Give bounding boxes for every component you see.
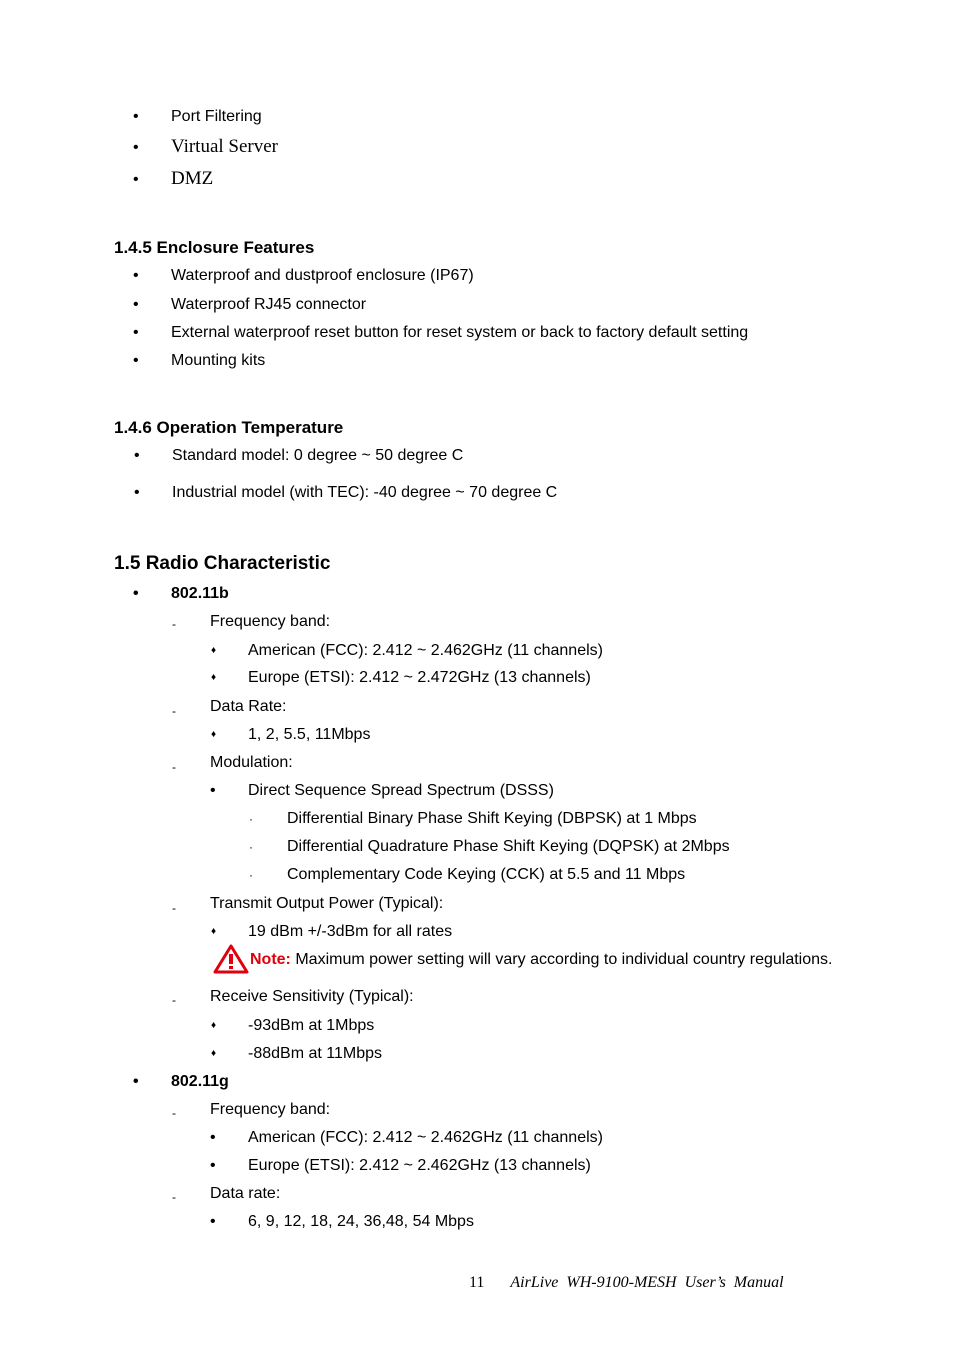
list-item: Transmit Output Power (Typical): [210, 895, 444, 912]
bullet-icon: • [133, 324, 139, 341]
list-item: Standard model: 0 degree ~ 50 degree C [172, 447, 464, 464]
square-bullet-icon: · [249, 840, 253, 854]
section-heading: 1.5 Radio Characteristic [114, 553, 331, 574]
dash-icon: - [172, 1190, 176, 1204]
bullet-icon: • [210, 1157, 216, 1174]
note [250, 950, 832, 970]
list-item: Industrial model (with TEC): -40 degree ~ 70 degree C [172, 484, 558, 501]
page-footer [469, 1273, 784, 1293]
list-item: Europe (ETSI): 2.412 ~ 2.472GHz (13 channels) [248, 669, 591, 686]
list-item: Differential Binary Phase Shift Keying (DBPSK) at 1 Mbps [287, 810, 697, 827]
bullet-icon: • [134, 447, 140, 464]
subsection-title: 802.11b [171, 585, 229, 602]
list-item: 1, 2, 5.5, 11Mbps [248, 726, 371, 743]
list-item: Frequency band: [210, 613, 331, 630]
note-text: Maximum power setting will vary according to individual country regulations. [290, 951, 833, 968]
diamond-bullet-icon: ♦ [211, 926, 217, 937]
diamond-bullet-icon: ♦ [211, 672, 217, 683]
dash-icon: - [172, 1106, 176, 1120]
note-label: Note: [250, 951, 291, 968]
list-item: DMZ [171, 168, 214, 189]
section-heading: 1.4.6 Operation Temperature [114, 418, 344, 437]
list-item: Complementary Code Keying (CCK) at 5.5 and 11 Mbps [287, 866, 686, 883]
list-item: Frequency band: [210, 1101, 331, 1118]
bullet-icon: • [133, 108, 139, 125]
square-bullet-icon: · [249, 868, 253, 882]
bullet-icon: • [210, 1213, 216, 1230]
diamond-bullet-icon: ♦ [211, 1020, 217, 1031]
list-item: Mounting kits [171, 352, 266, 369]
bullet-icon: • [210, 1129, 216, 1146]
list-item: Data Rate: [210, 698, 287, 715]
list-item: Receive Sensitivity (Typical): [210, 988, 414, 1005]
bullet-icon: • [134, 484, 140, 501]
list-item: Direct Sequence Spread Spectrum (DSSS) [248, 782, 554, 799]
dash-icon: - [172, 760, 176, 774]
dash-icon: - [172, 993, 176, 1007]
bullet-icon: • [133, 1073, 139, 1090]
list-item: Port Filtering [171, 108, 262, 125]
list-item: 6, 9, 12, 18, 24, 36,48, 54 Mbps [248, 1213, 474, 1230]
bullet-icon: • [133, 585, 139, 602]
bullet-icon: • [133, 352, 139, 369]
warning-triangle-icon [213, 944, 249, 974]
list-item: -93dBm at 1Mbps [248, 1017, 375, 1034]
list-item: American (FCC): 2.412 ~ 2.462GHz (11 channels) [248, 1129, 603, 1146]
bullet-icon: • [133, 296, 139, 313]
list-item: Waterproof RJ45 connector [171, 296, 367, 313]
square-bullet-icon: · [249, 812, 253, 826]
list-item: Europe (ETSI): 2.412 ~ 2.462GHz (13 channels) [248, 1157, 591, 1174]
diamond-bullet-icon: ♦ [211, 1048, 217, 1059]
bullet-icon: • [210, 782, 216, 799]
bullet-icon: • [133, 139, 139, 156]
list-item: Waterproof and dustproof enclosure (IP67) [171, 267, 474, 284]
bullet-icon: • [133, 267, 139, 284]
page-number: 11 [469, 1274, 485, 1291]
list-item: 19 dBm +/-3dBm for all rates [248, 923, 453, 940]
list-item: External waterproof reset button for reset system or back to factory default setting [171, 324, 749, 341]
subsection-title: 802.11g [171, 1073, 229, 1090]
dash-icon: - [172, 704, 176, 718]
manual-title: AirLive WH-9100-MESH User’s Manual [510, 1274, 784, 1291]
section-heading: 1.4.5 Enclosure Features [114, 238, 315, 257]
bullet-icon: • [133, 171, 139, 188]
list-item: -88dBm at 11Mbps [248, 1045, 382, 1062]
dash-icon: - [172, 901, 176, 915]
list-item: Differential Quadrature Phase Shift Keying (DQPSK) at 2Mbps [287, 838, 730, 855]
diamond-bullet-icon: ♦ [211, 729, 217, 740]
dash-icon: - [172, 617, 176, 631]
list-item: Data rate: [210, 1185, 281, 1202]
list-item: Modulation: [210, 754, 293, 771]
list-item: American (FCC): 2.412 ~ 2.462GHz (11 channels) [248, 642, 603, 659]
list-item: Virtual Server [171, 136, 279, 157]
diamond-bullet-icon: ♦ [211, 645, 217, 656]
